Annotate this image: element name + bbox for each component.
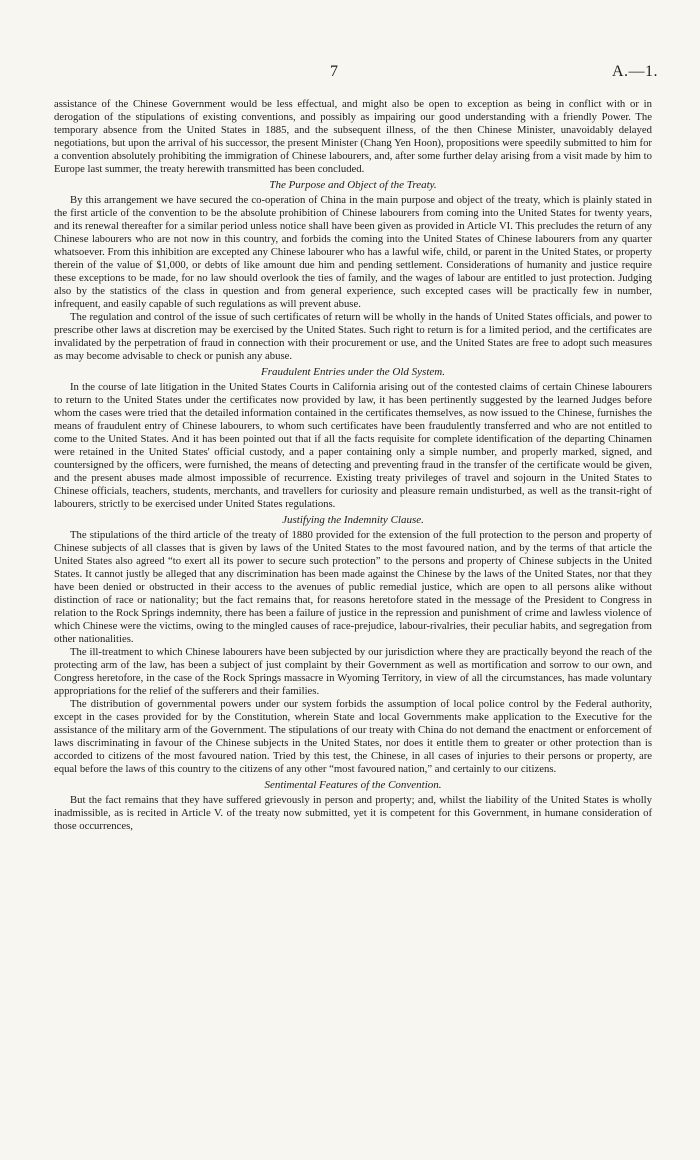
section-heading-purpose: The Purpose and Object of the Treaty. — [269, 179, 437, 191]
section-heading-fraudulent-entries: Fraudulent Entries under the Old System. — [261, 366, 445, 378]
paragraph: The distribution of governmental powers under our system forbids the assumption of local police control by the Federal authority, except in the cases provided for by the Constitution, wherein State and local Governments make application to the Executive for the assistance of the military arm of the Government. The stipulations of our treaty with China do not demand the enactment or enforcement of laws discriminating in favour of the Chinese subjects in the United States, nor does it entitle them to greater or other protection than is accorded to citizens of the most favoured nation. Tried by this test, the Chinese, in all cases of injuries to their persons or property, are equal before the laws of this country to the citizens of any other “most favoured nation,” and certainly to our citizens. — [54, 698, 652, 775]
page-header — [0, 63, 700, 85]
paragraph: In the course of late litigation in the United States Courts in California arising out of the contested claims of certain Chinese labourers to return to the United States under the certificates now provided by law, it has been pertinently suggested by the learned Judges before whom the cases were tried that the detailed information contained in the certificates themselves, as now issued to the Chinese, furnishes the means of fraudulent entry of Chinese labourers, to whom such certificates have been fraudulently transferred and who are not entitled to come to the United States. And it has been pointed out that if all the facts requisite for complete identification of the departing Chinamen were retained in the United States' official custody, and a paper containing only a simple number, and properly marked, signed, and countersigned by the officers, were furnished, the means of detecting and preventing fraud in the transfer of the certificate would be given, and the present abuses made almost impossible of recurrence. Existing treaty privileges of travel and sojourn in the United States to Chinese officials, teachers, students, merchants, and travellers for curiosity and pleasure remain undisturbed, as well as the transit-right of labourers, strictly to be exercised under United States regulations. — [54, 381, 652, 510]
paragraph: The ill-treatment to which Chinese labourers have been subjected by our jurisdiction where they are practically beyond the reach of the protecting arm of the law, has been a subject of just complaint by their Government as well as mortification and sorrow to our own, and Congress heretofore, in the case of the Rock Springs massacre in Wyoming Territory, in view of all the circumstances, has made voluntary appropriations for the relief of the sufferers and their families. — [54, 646, 652, 697]
section-heading-sentimental-features: Sentimental Features of the Convention. — [264, 779, 442, 791]
paragraph: The stipulations of the third article of the treaty of 1880 provided for the extension of the full protection to the person and property of Chinese subjects of all classes that is given by laws of the United States to the most favoured nation, and by the terms of that article the United States also agreed “to exert all its power to secure such protection” to the persons and property of Chinese subjects in the United States. It cannot justly be alleged that any discrimination has been made against the Chinese by the laws of the United States, nor that they have been denied or obstructed in their access to the avenues of public remedial justice, which are open to all persons alike without distinction of race or nationality; but the fact remains that, for reasons heretofore stated in the message of the President to Congress in relation to the Rock Springs indemnity, there has been a failure of justice in the repression and punishment of crime and lawless violence of which Chinese were the victims, owing to the mingled causes of race-prejudice, labour-rivalries, their peculiar habits, and segregation from other nationalities. — [54, 529, 652, 645]
paragraph: But the fact remains that they have suffered grievously in person and property; and, whilst the liability of the United States is wholly inadmissible, as is recited in Article V. of the treaty now submitted, yet it is competent for this Government, in humane consideration of those occurrences, — [54, 794, 652, 832]
paragraph: By this arrangement we have secured the co-operation of China in the main purpose and object of the treaty, which is plainly stated in the first article of the convention to be the absolute prohibition of Chinese labourers from coming into the United States for twenty years, and its renewal thereafter for a similar period unless notice shall have been given as provided in Article VI. This precludes the return of any Chinese labourers who are not now in this country, and forbids the coming into the United States of Chinese labourers from any quarter whatsoever. From this inhibition are excepted any Chinese labourer who has a lawful wife, child, or parent in the United States, or property therein of the value of $1,000, or debts of like amount due him and pending settlement. Considerations of humanity and justice require these exceptions to be made, for no law should overlook the ties of family, and the wages of labour are entitled to just protection. Judging also by the statistics of the class in question and from general experience, such excepted cases will be practically few in number, infrequent, and easily capable of such regulations as will prevent abuse. — [54, 194, 652, 310]
document-reference: A.—1. — [611, 63, 658, 80]
section-heading-indemnity-clause: Justifying the Indemnity Clause. — [282, 514, 424, 526]
paragraph: The regulation and control of the issue of such certificates of return will be wholly in the hands of United States officials, and power to prescribe other laws at discretion may be exercised by the United States. Such right to return is for a limited period, and the certificates are invalidated by the perpetration of fraud in connection with their procurement or use, and the United States are free to adopt such measures as may become advisable to check or punish any abuse. — [54, 311, 652, 362]
page-number: 7 — [330, 63, 338, 80]
paragraph: assistance of the Chinese Government would be less effectual, and might also be open to exception as being in conflict with or in derogation of the stipulations of existing conventions, and possibly as impairing our good understanding with a friendly Power. The temporary absence from the United States in 1885, and the subsequent illness, of the then Chinese Minister, unavoidably delayed negotiations, but upon the arrival of his successor, the present Minister (Chang Yen Hoon), propositions were speedily submitted to him for a convention absolutely prohibiting the immigration of Chinese labourers, and, after some further delay arising from a visit made by him to Europe last summer, the treaty herewith transmitted has been concluded. — [54, 98, 652, 175]
body-text — [54, 98, 652, 833]
